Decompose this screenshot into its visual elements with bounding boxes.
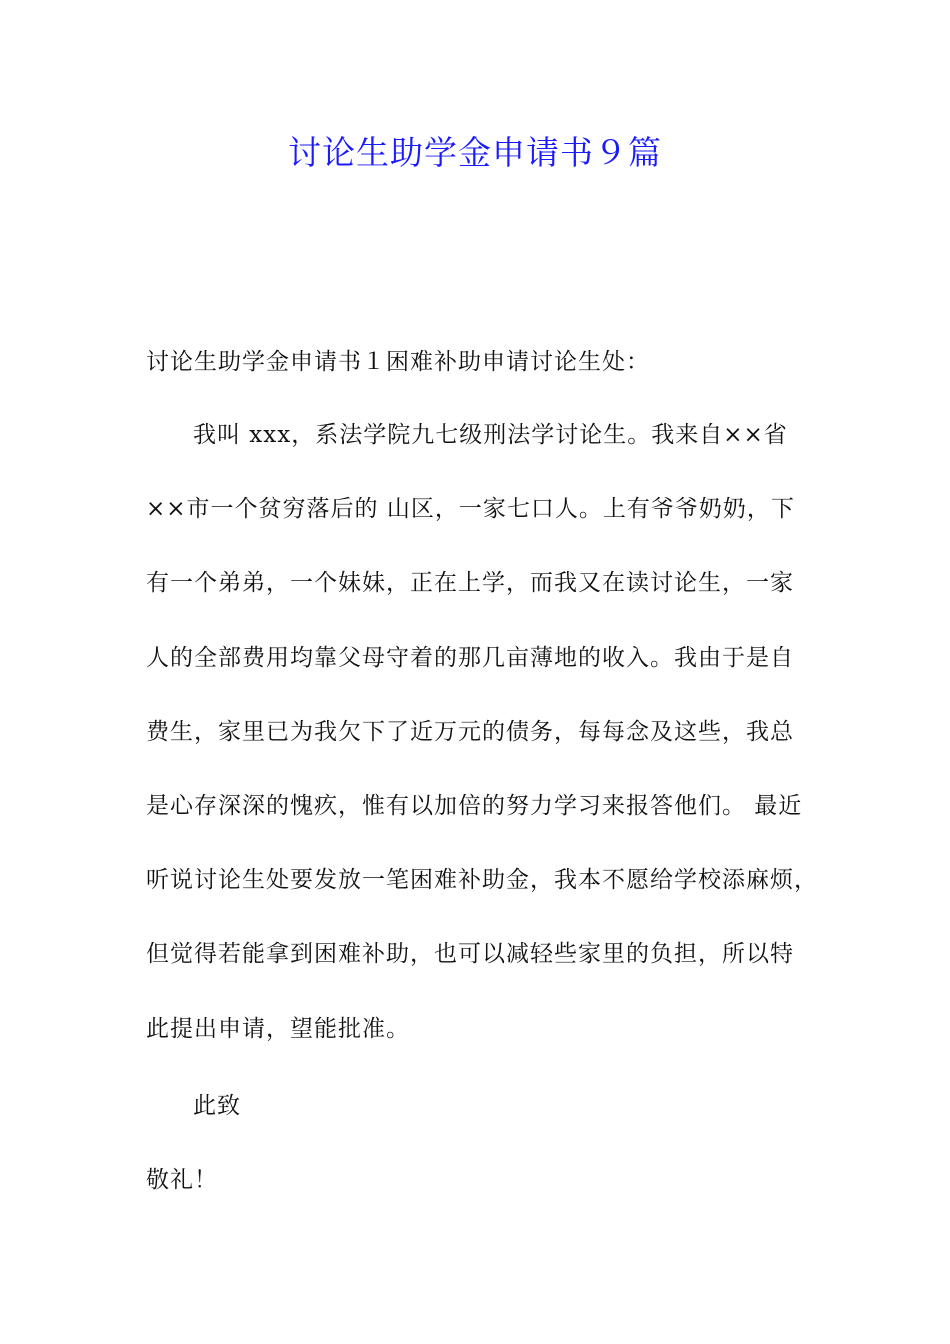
paragraph-line: 有一个弟弟，一个妹妹，正在上学，而我又在读讨论生，一家 [146,570,794,596]
paragraph-line: 我叫 xxx，系法学院九七级刑法学讨论生。我来自××省 [193,422,788,448]
salutation-text: 敬礼！ [146,1167,218,1193]
paragraph-line: 此提出申请，望能批准。 [146,1016,410,1042]
paragraph-line: ××市一个贫穷落后的 山区，一家七口人。上有爷爷奶奶，下 [146,496,795,522]
paragraph-line: 费生，家里已为我欠下了近万元的债务，每每念及这些，我总 [146,719,794,745]
section-heading: 讨论生助学金申请书１困难补助申请讨论生处： [146,349,650,375]
closing-text: 此致 [193,1093,241,1119]
page-title: 讨论生助学金申请书９篇 [288,133,662,172]
paragraph-line: 但觉得若能拿到困难补助，也可以减轻些家里的负担，所以特 [146,941,794,967]
paragraph-line: 是心存深深的愧疚，惟有以加倍的努力学习来报答他们。 最近 [146,793,803,819]
paragraph-line: 听说讨论生处要发放一笔困难补助金，我本不愿给学校添麻烦， [146,867,818,893]
paragraph-line: 人的全部费用均靠父母守着的那几亩薄地的收入。我由于是自 [146,645,794,671]
